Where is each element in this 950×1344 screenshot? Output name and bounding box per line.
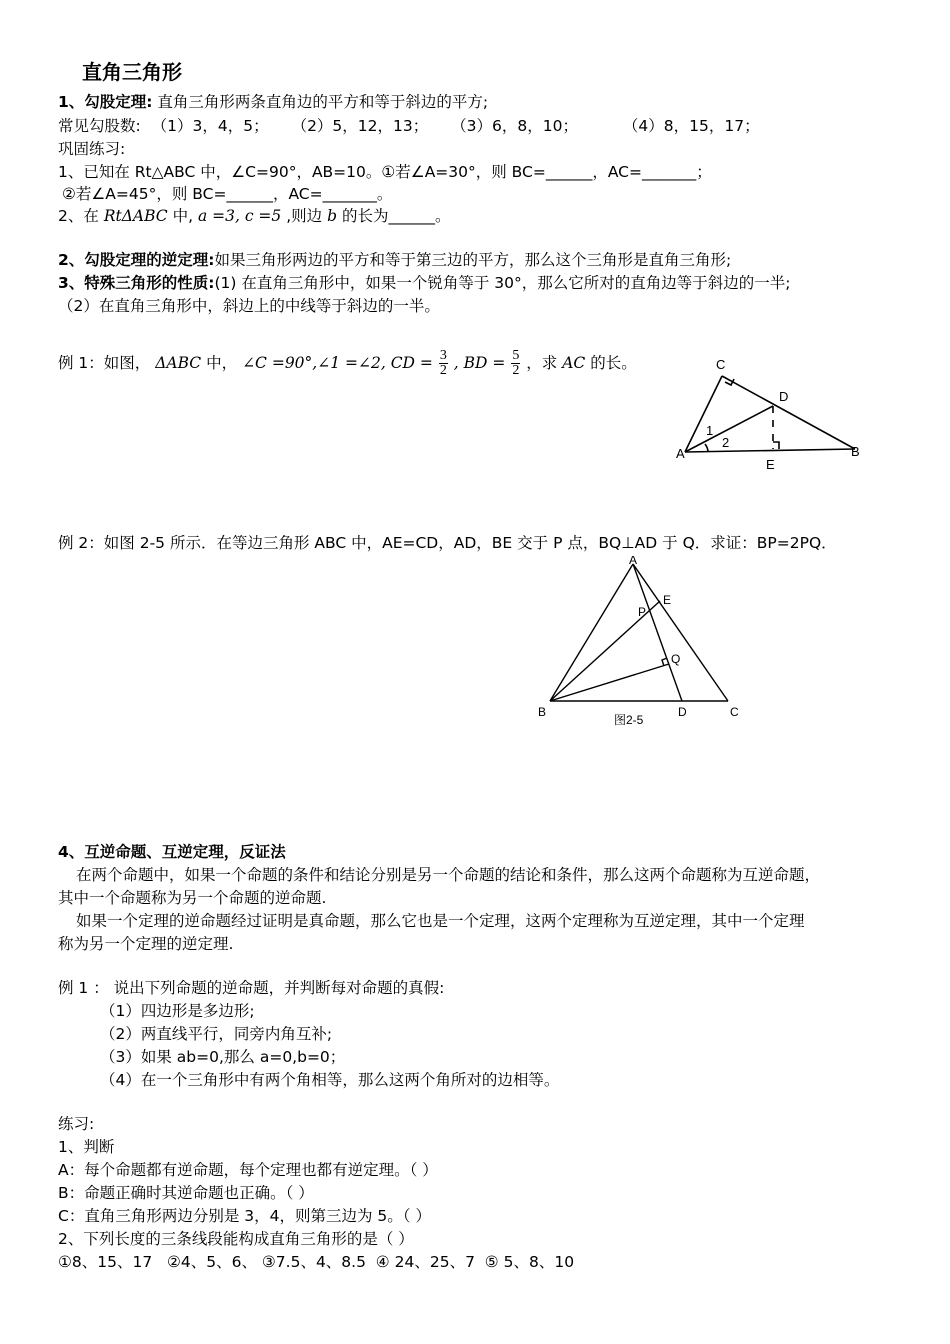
section-3-text2: （2）在直角三角形中，斜边上的中线等于斜边的一半。 (58, 297, 440, 315)
ex1-mid: 中， (206, 354, 238, 372)
example-3-item-2: （2）两直线平行，同旁内角互补; (100, 1025, 333, 1043)
label-c: C (716, 357, 726, 372)
section-2-text: 如果三角形两边的平方和等于第三边的平方，那么这个三角形是直角三角形; (214, 251, 732, 269)
section-1 (58, 92, 488, 112)
practice-q1-line1: 1、已知在 Rt△ABC 中，∠C=90°，AB=10。①若∠A=30°，则 BC=______，AC=_______； (58, 163, 712, 181)
label-a: A (676, 446, 685, 461)
frac-cd-den: 2 (439, 363, 447, 378)
label-d: D (779, 389, 789, 404)
label-angle-1: 1 (706, 423, 714, 438)
page-title: 直角三角形 (82, 60, 182, 84)
label-b: B (538, 705, 547, 719)
q2-mid2: ,则边 (286, 207, 323, 225)
label-d: D (678, 705, 687, 719)
q2-mid: 中, (172, 207, 194, 225)
label-e: E (766, 457, 775, 472)
triple-3: （3）6，8，10； (451, 117, 578, 135)
practice-2-option-a: A：每个命题都有逆命题，每个定理也都有逆定理。（ ） (58, 1161, 438, 1179)
section-3-heading: 3、特殊三角形的性质: (58, 274, 215, 292)
label-e: E (663, 593, 672, 607)
ex1-triangle: ΔABC (155, 354, 202, 372)
section-4-p2-line2: 称为另一个定理的逆定理. (58, 935, 234, 953)
ex1-suffix-a: ，求 (526, 354, 558, 372)
common-triples-label: 常见勾股数: (58, 117, 141, 135)
figure-caption: 图2-5 (614, 713, 644, 727)
frac-bd-num: 5 (512, 348, 520, 363)
ex1-suffix-b: 的长。 (590, 354, 637, 372)
triple-2: （2）5，12，13； (291, 117, 429, 135)
angle-arc (705, 444, 708, 452)
segment-bq (550, 664, 669, 701)
example-3-item-4: （4）在一个三角形中有两个角相等，那么这两个角所对的边相等。 (100, 1071, 560, 1089)
example-1-figure (670, 345, 900, 480)
section-4-p2-line1: 如果一个定理的逆命题经过证明是真命题，那么它也是一个定理，这两个定理称为互逆定理，其中一个定理 (76, 912, 805, 930)
section-3 (58, 273, 791, 293)
ex1-cond: ∠C =90°,∠1 =∠2, CD = (242, 354, 433, 372)
practice-2-label: 练习: (58, 1115, 95, 1133)
practice-q1-line2: ②若∠A=45°，则 BC=______，AC=_______。 (62, 185, 393, 203)
q2-var: b (327, 207, 338, 225)
q2-cond: a =3, c =5 (197, 207, 282, 225)
frac-bd-den: 2 (512, 363, 520, 378)
side-ac (633, 564, 728, 701)
frac-cd-num: 3 (439, 348, 447, 363)
practice-label: 巩固练习: (58, 140, 126, 158)
label-p: P (638, 605, 647, 619)
side-ab (685, 449, 855, 452)
practice-2-q2-options: ①8、15、17 ②4、5、6、 ③7.5、4、8.5 ④ 24、25、7 ⑤ 5、8、10 (58, 1253, 575, 1271)
triple-4: （4）8，15，17； (622, 117, 760, 135)
q2-suffix: 的长为______。 (341, 207, 451, 225)
ex1-prefix: 例 1：如图， (58, 354, 151, 372)
example-3-intro: 例 1 ： 说出下列命题的逆命题，并判断每对命题的真假: (58, 979, 445, 997)
example-1 (58, 346, 637, 380)
section-4-p1-line1: 在两个命题中，如果一个命题的条件和结论分别是另一个命题的结论和条件，那么这两个命题称为互逆命题， (76, 866, 821, 884)
section-1-text: 直角三角形两条直角边的平方和等于斜边的平方; (157, 93, 489, 111)
label-c: C (730, 705, 739, 719)
segment-ad (633, 564, 682, 701)
common-triples (58, 116, 760, 136)
ex1-ac: AC (562, 354, 586, 372)
ex1-frac-cd (439, 349, 448, 378)
practice-2-option-c: C：直角三角形两边分别是 3，4，则第三边为 5。（ ） (58, 1207, 431, 1225)
side-ab (550, 564, 633, 701)
section-4-p1-line2: 其中一个命题称为另一个命题的逆命题. (58, 889, 327, 907)
section-3-text: (1) 在直角三角形中，如果一个锐角等于 30°，那么它所对的直角边等于斜边的一半; (214, 274, 791, 292)
section-4-heading: 4、互逆命题、互逆定理，反证法 (58, 843, 286, 861)
ex1-frac-bd (511, 349, 520, 378)
label-angle-2: 2 (722, 435, 730, 450)
example-3-item-1: （1）四边形是多边形; (100, 1002, 255, 1020)
example-2-figure (530, 556, 750, 731)
label-a: A (629, 556, 638, 567)
practice-2-q1: 1、判断 (58, 1138, 115, 1156)
q2-prefix: 2、在 (58, 207, 99, 225)
section-1-heading: 1、勾股定理: (58, 93, 153, 111)
right-angle-e (773, 442, 779, 449)
example-3-item-3: （3）如果 ab=0,那么 a=0,b=0； (100, 1048, 346, 1066)
side-ac (685, 376, 722, 452)
side-cb (722, 376, 855, 449)
section-2 (58, 250, 731, 270)
triple-1: （1）3，4，5； (151, 117, 269, 135)
practice-2-q2: 2、下列长度的三条线段能构成直角三角形的是（ ） (58, 1230, 414, 1248)
label-b: B (851, 444, 860, 459)
q2-triangle: RtΔABC (103, 207, 168, 225)
label-q: Q (671, 652, 681, 666)
practice-q2 (58, 206, 450, 226)
example-2: 例 2：如图 2-5 所示．在等边三角形 ABC 中，AE=CD，AD，BE 交于 P 点，BQ⊥AD 于 Q．求证：BP=2PQ． (58, 534, 837, 552)
section-2-heading: 2、勾股定理的逆定理: (58, 251, 215, 269)
ex1-bd: , BD = (453, 354, 506, 372)
practice-2-option-b: B：命题正确时其逆命题也正确。（ ） (58, 1184, 314, 1202)
